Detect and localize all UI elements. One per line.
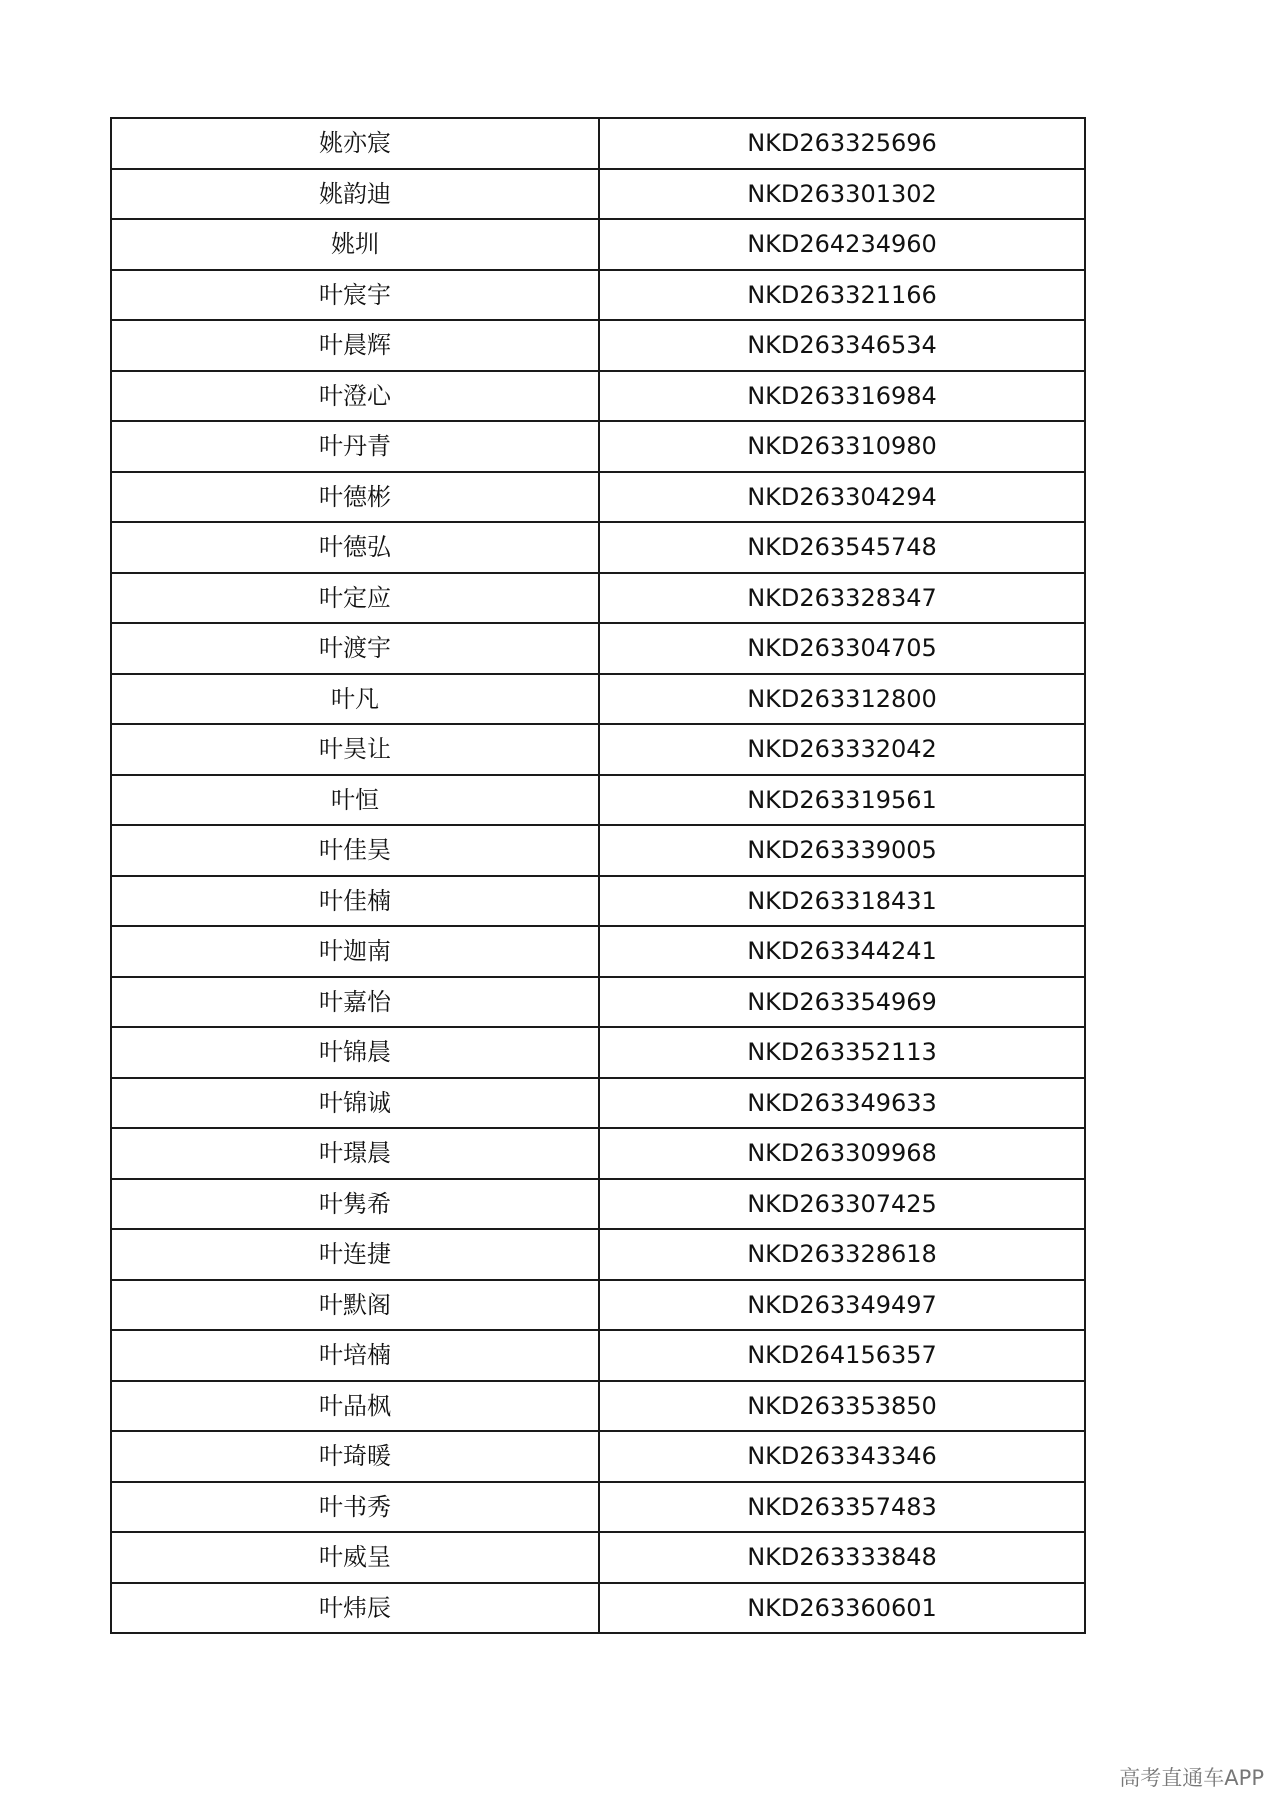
name-cell: 叶隽希 — [111, 1179, 599, 1230]
id-cell: NKD263328618 — [599, 1229, 1085, 1280]
table-body — [111, 118, 1085, 1633]
name-cell: 叶连捷 — [111, 1229, 599, 1280]
id-cell: NKD263339005 — [599, 825, 1085, 876]
id-cell: NKD263545748 — [599, 522, 1085, 573]
table-row — [111, 270, 1085, 321]
name-cell: 叶嘉怡 — [111, 977, 599, 1028]
name-cell: 叶品枫 — [111, 1381, 599, 1432]
table-row — [111, 1027, 1085, 1078]
table-row — [111, 1229, 1085, 1280]
table-row — [111, 926, 1085, 977]
name-cell: 叶璟晨 — [111, 1128, 599, 1179]
id-cell: NKD263349633 — [599, 1078, 1085, 1129]
id-cell: NKD263333848 — [599, 1532, 1085, 1583]
table-row — [111, 421, 1085, 472]
table-row — [111, 825, 1085, 876]
id-cell: NKD263310980 — [599, 421, 1085, 472]
table-row — [111, 1583, 1085, 1634]
table-row — [111, 1482, 1085, 1533]
name-cell: 叶丹青 — [111, 421, 599, 472]
name-cell: 姚圳 — [111, 219, 599, 270]
id-cell: NKD263312800 — [599, 674, 1085, 725]
table-row — [111, 320, 1085, 371]
table-row — [111, 1381, 1085, 1432]
table-row — [111, 674, 1085, 725]
name-cell: 叶渡宇 — [111, 623, 599, 674]
id-cell: NKD263344241 — [599, 926, 1085, 977]
name-cell: 叶宸宇 — [111, 270, 599, 321]
name-cell: 叶昊让 — [111, 724, 599, 775]
name-cell: 叶培楠 — [111, 1330, 599, 1381]
id-cell: NKD263309968 — [599, 1128, 1085, 1179]
name-cell: 叶迦南 — [111, 926, 599, 977]
table-row — [111, 472, 1085, 523]
id-cell: NKD263301302 — [599, 169, 1085, 220]
name-cell: 叶定应 — [111, 573, 599, 624]
id-cell: NKD263328347 — [599, 573, 1085, 624]
id-cell: NKD263321166 — [599, 270, 1085, 321]
table-row — [111, 876, 1085, 927]
id-cell: NKD263304705 — [599, 623, 1085, 674]
id-cell: NKD263304294 — [599, 472, 1085, 523]
name-cell: 叶晨辉 — [111, 320, 599, 371]
table-row — [111, 977, 1085, 1028]
table-row — [111, 219, 1085, 270]
name-cell: 叶默阁 — [111, 1280, 599, 1331]
table-row — [111, 1128, 1085, 1179]
name-cell: 叶佳昊 — [111, 825, 599, 876]
name-cell: 姚亦宸 — [111, 118, 599, 169]
id-cell: NKD263353850 — [599, 1381, 1085, 1432]
table-row — [111, 1431, 1085, 1482]
name-cell: 叶锦晨 — [111, 1027, 599, 1078]
id-cell: NKD263325696 — [599, 118, 1085, 169]
name-cell: 叶炜辰 — [111, 1583, 599, 1634]
name-cell: 叶德彬 — [111, 472, 599, 523]
table-row — [111, 1179, 1085, 1230]
table-row — [111, 169, 1085, 220]
id-cell: NKD263346534 — [599, 320, 1085, 371]
table-row — [111, 371, 1085, 422]
table-row — [111, 623, 1085, 674]
id-cell: NKD263343346 — [599, 1431, 1085, 1482]
table-row — [111, 1078, 1085, 1129]
id-cell: NKD263352113 — [599, 1027, 1085, 1078]
name-cell: 叶书秀 — [111, 1482, 599, 1533]
name-cell: 姚韵迪 — [111, 169, 599, 220]
id-cell: NKD263360601 — [599, 1583, 1085, 1634]
name-cell: 叶威呈 — [111, 1532, 599, 1583]
table-row — [111, 1280, 1085, 1331]
id-cell: NKD263332042 — [599, 724, 1085, 775]
table-row — [111, 522, 1085, 573]
name-cell: 叶琦暖 — [111, 1431, 599, 1482]
name-cell: 叶澄心 — [111, 371, 599, 422]
table-row — [111, 724, 1085, 775]
id-cell: NKD263357483 — [599, 1482, 1085, 1533]
name-cell: 叶德弘 — [111, 522, 599, 573]
id-cell: NKD263354969 — [599, 977, 1085, 1028]
table-row — [111, 1330, 1085, 1381]
name-cell: 叶锦诚 — [111, 1078, 599, 1129]
id-cell: NKD264234960 — [599, 219, 1085, 270]
watermark: 高考直通车APP — [1119, 1766, 1264, 1790]
id-cell: NKD263307425 — [599, 1179, 1085, 1230]
id-cell: NKD263349497 — [599, 1280, 1085, 1331]
id-cell: NKD263316984 — [599, 371, 1085, 422]
name-cell: 叶恒 — [111, 775, 599, 826]
id-cell: NKD263319561 — [599, 775, 1085, 826]
table-row — [111, 1532, 1085, 1583]
name-list-table — [110, 117, 1086, 1634]
name-cell: 叶凡 — [111, 674, 599, 725]
table-row — [111, 118, 1085, 169]
name-cell: 叶佳楠 — [111, 876, 599, 927]
table-row — [111, 775, 1085, 826]
id-cell: NKD264156357 — [599, 1330, 1085, 1381]
table-row — [111, 573, 1085, 624]
id-cell: NKD263318431 — [599, 876, 1085, 927]
